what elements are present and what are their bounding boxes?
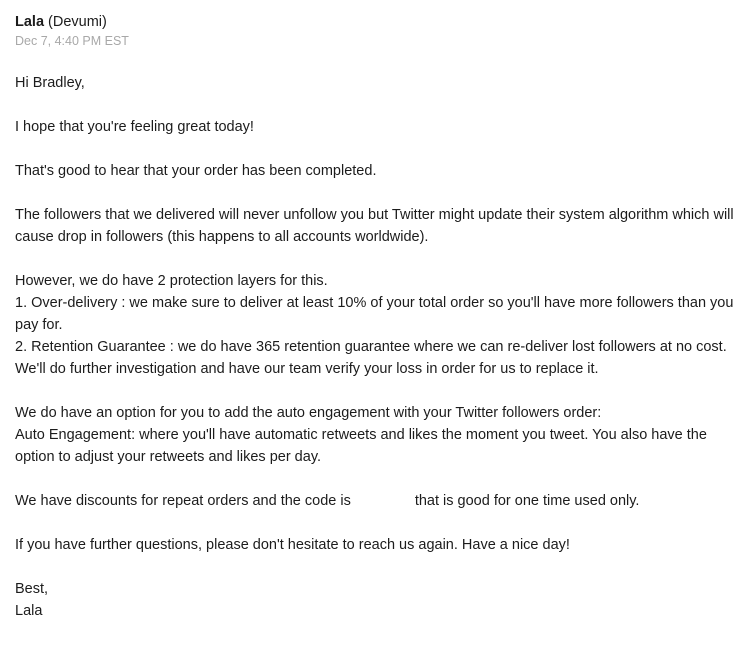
paragraph-discount-code [15, 490, 743, 512]
paragraph-order-complete: That's good to hear that your order has been completed. [15, 163, 377, 179]
auto-engagement-detail: Auto Engagement: where you'll have automatic retweets and likes the moment you tweet. You also have the option to adjust your retweets and likes per day. [15, 427, 707, 465]
sender-name[interactable]: Lala [15, 14, 45, 30]
sender-line [15, 12, 743, 32]
protection-item-retention: 2. Retention Guarantee : we do have 365 retention guarantee where we can re-deliver lost followers at no cost. We'll do further investigation and have our team verify your loss in order for us to replace it. [15, 339, 727, 377]
discount-text-before: We have discounts for repeat orders and the code is [15, 493, 351, 509]
paragraph-followers-drop: The followers that we delivered will never unfollow you but Twitter might update their system algorithm which will cause drop in followers (this happens to all accounts worldwide). [15, 207, 734, 245]
protection-intro: However, we do have 2 protection layers for this. [15, 273, 328, 289]
email-message [15, 0, 743, 619]
protection-item-overdelivery: 1. Over-delivery : we make sure to deliver at least 10% of your total order so you'll have more followers than you pay for. [15, 295, 734, 333]
paragraph-wellwish: I hope that you're feeling great today! [15, 119, 254, 135]
discount-text-after: that is good for one time used only. [414, 493, 640, 509]
sender-organization: (Devumi) [48, 14, 107, 30]
email-header [15, 12, 743, 56]
auto-engagement-intro: We do have an option for you to add the auto engagement with your Twitter followers order: [15, 405, 602, 421]
paragraph-auto-engagement [15, 402, 743, 468]
signoff-name: Lala [15, 603, 43, 619]
signoff [15, 578, 743, 622]
email-timestamp: Dec 7, 4:40 PM EST [15, 34, 129, 48]
signoff-closing: Best, [15, 581, 49, 597]
paragraph-further-questions: If you have further questions, please don't hesitate to reach us again. Have a nice day! [15, 537, 570, 553]
email-body [15, 72, 743, 644]
greeting: Hi Bradley, [15, 75, 85, 91]
paragraph-protection-layers [15, 270, 743, 380]
